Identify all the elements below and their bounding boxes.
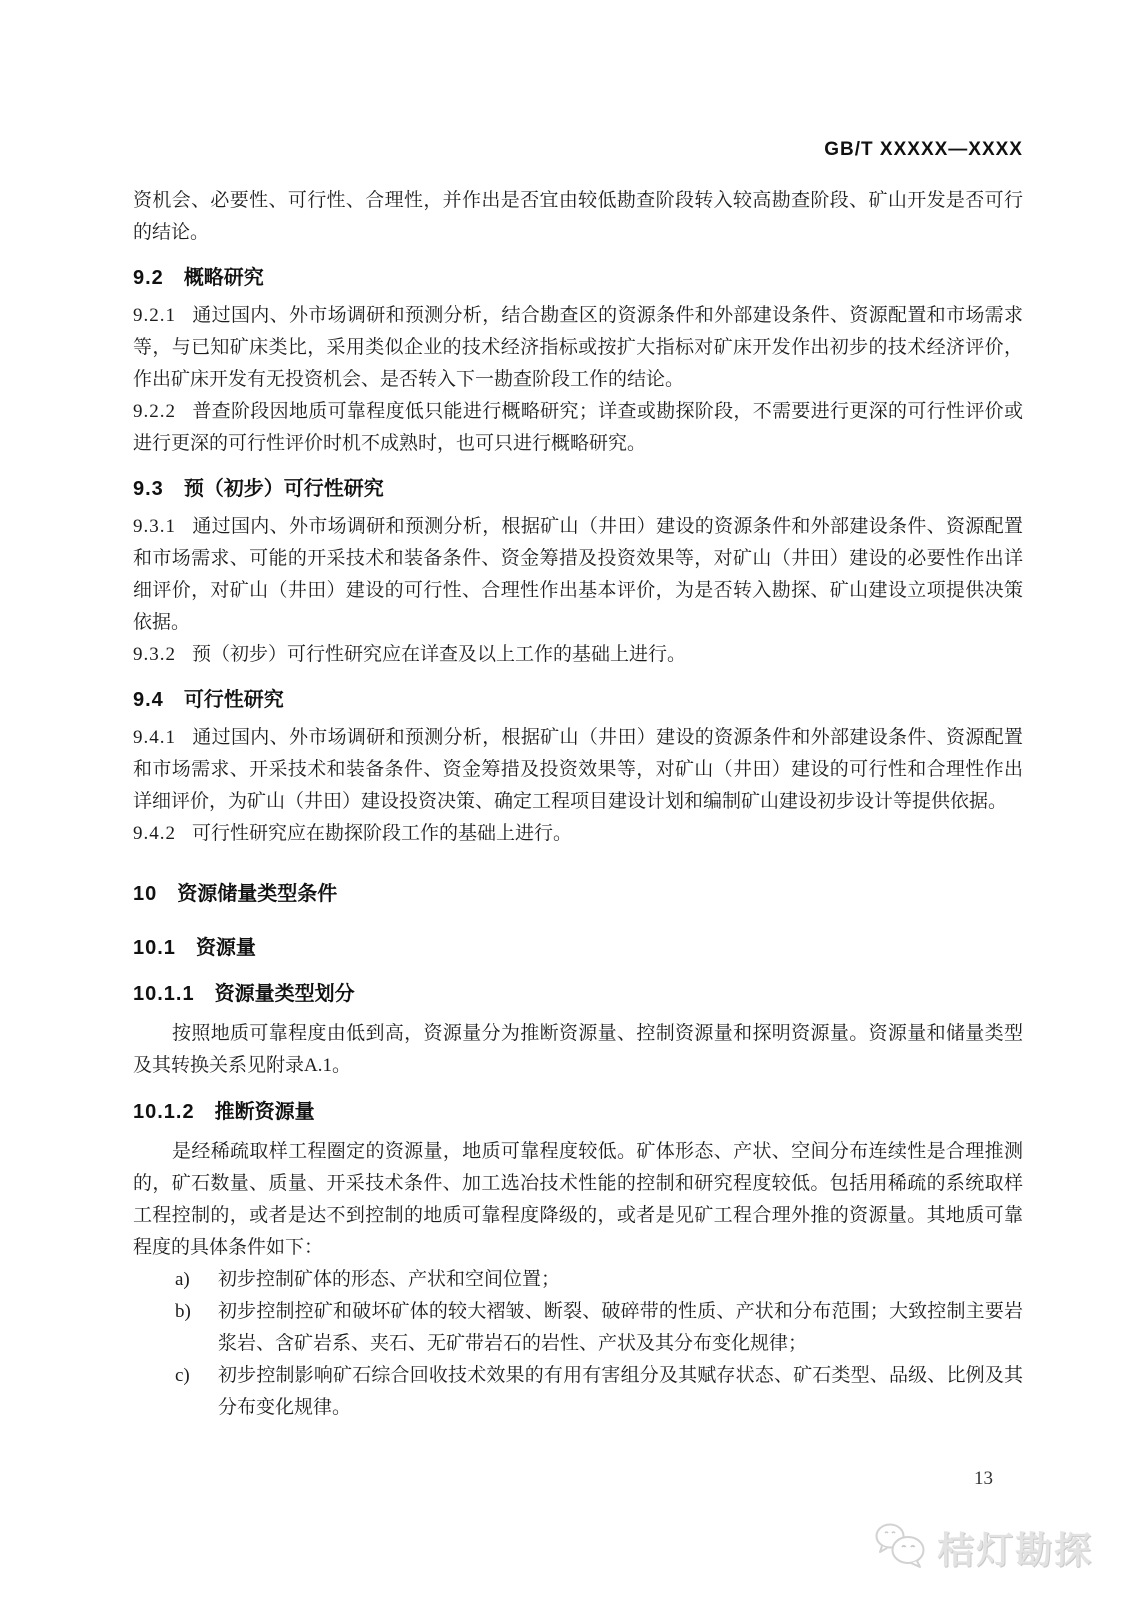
section-heading-10-1-1	[133, 978, 1023, 1010]
paragraph-number: 9.4.2	[133, 823, 176, 844]
section-title: 预（初步）可行性研究	[183, 478, 384, 500]
list-item-text: 初步控制矿体的形态、产状和空间位置；	[218, 1269, 561, 1290]
paragraph-9-3-2	[133, 639, 1023, 671]
paragraph-resource-types: 按照地质可靠程度由低到高，资源量分为推断资源量、控制资源量和探明资源量。资源量和储量类型及其转换关系见附录A.1。	[133, 1023, 1023, 1076]
section-title: 推断资源量	[214, 1101, 315, 1123]
section-heading-10-1	[133, 932, 1023, 964]
paragraph-number: 9.2.2	[133, 401, 176, 422]
paragraph-number: 9.4.1	[133, 727, 176, 748]
doc-header-code: GB/T XXXXX—XXXX	[824, 139, 1023, 160]
chapter-heading-10	[133, 878, 1023, 910]
paragraph-text: 通过国内、外市场调研和预测分析，根据矿山（井田）建设的资源条件和外部建设条件、资源配置和市场需求、开采技术和装备条件、资金筹措及投资效果等，对矿山（井田）建设的可行性和合理性作出详细评价，为矿山（井田）建设投资决策、确定工程项目建设计划和编制矿山建设初步设计等提供依据。	[133, 727, 1023, 812]
paragraph-number: 9.3.1	[133, 516, 176, 537]
paragraph-number: 9.2.1	[133, 305, 176, 326]
section-heading-10-1-2	[133, 1096, 1023, 1128]
wechat-icon	[873, 1521, 929, 1574]
list-item-text: 初步控制控矿和破坏矿体的较大褶皱、断裂、破碎带的性质、产状和分布范围；大致控制主要岩浆岩、含矿岩系、夹石、无矿带岩石的岩性、产状及其分布变化规律；	[218, 1301, 1023, 1354]
paragraph-9-2-1	[133, 300, 1023, 396]
section-heading-9-4	[133, 684, 1023, 716]
paragraph-9-4-1	[133, 722, 1023, 818]
section-number: 9.4	[133, 689, 164, 711]
list-marker: b)	[175, 1301, 191, 1322]
section-number: 9.2	[133, 267, 164, 289]
list-item-text: 初步控制影响矿石综合回收技术效果的有用有害组分及其赋存状态、矿石类型、品级、比例及其分布变化规律。	[218, 1365, 1023, 1418]
section-title: 资源量类型划分	[214, 983, 355, 1005]
paragraph-text: 普查阶段因地质可靠程度低只能进行概略研究；详查或勘探阶段，不需要进行更深的可行性评价或进行更深的可行性评价时机不成熟时，也可只进行概略研究。	[133, 401, 1023, 454]
paragraph-number: 9.3.2	[133, 644, 176, 665]
paragraph-9-2-2	[133, 396, 1023, 460]
section-number: 9.3	[133, 478, 164, 500]
watermark-label: 桔灯勘探	[937, 1530, 1093, 1571]
section-title: 资源量	[195, 937, 256, 959]
paragraph-text: 通过国内、外市场调研和预测分析，结合勘查区的资源条件和外部建设条件、资源配置和市场需求等，与已知矿床类比，采用类似企业的技术经济指标或按扩大指标对矿床开发作出初步的技术经济评价，作出矿床开发有无投资机会、是否转入下一勘查阶段工作的结论。	[133, 305, 1023, 390]
section-heading-9-2	[133, 262, 1023, 294]
continuation-paragraph: 资机会、必要性、可行性、合理性，并作出是否宜由较低勘查阶段转入较高勘查阶段、矿山开发是否可行的结论。	[133, 190, 1023, 243]
section-heading-9-3	[133, 473, 1023, 505]
watermark	[873, 1520, 1093, 1574]
chapter-number: 10	[133, 883, 158, 905]
list-item-c	[133, 1360, 1023, 1424]
paragraph-9-3-1	[133, 511, 1023, 639]
list-marker: c)	[175, 1365, 190, 1386]
list-item-a	[133, 1264, 1023, 1296]
section-number: 10.1.1	[133, 983, 195, 1005]
paragraph-text: 预（初步）可行性研究应在详查及以上工作的基础上进行。	[192, 644, 687, 665]
section-title: 概略研究	[183, 267, 264, 289]
page-number: 13	[974, 1468, 993, 1489]
paragraph-text: 通过国内、外市场调研和预测分析，根据矿山（井田）建设的资源条件和外部建设条件、资源配置和市场需求、可能的开采技术和装备条件、资金筹措及投资效果等，对矿山（井田）建设的必要性作出详细评价，对矿山（井田）建设的可行性、合理性作出基本评价，为是否转入勘探、矿山建设立项提供决策依据。	[133, 516, 1023, 633]
list-marker: a)	[175, 1269, 190, 1290]
section-title: 可行性研究	[183, 689, 284, 711]
section-number: 10.1	[133, 937, 176, 959]
chapter-title: 资源储量类型条件	[177, 883, 338, 905]
paragraph-text: 可行性研究应在勘探阶段工作的基础上进行。	[192, 823, 573, 844]
list-item-b	[133, 1296, 1023, 1360]
paragraph-9-4-2	[133, 818, 1023, 850]
paragraph-inferred-resource: 是经稀疏取样工程圈定的资源量，地质可靠程度较低。矿体形态、产状、空间分布连续性是合理推测的，矿石数量、质量、开采技术条件、加工选冶技术性能的控制和研究程度较低。包括用稀疏的系统取样工程控制的，或者是达不到控制的地质可靠程度降级的，或者是见矿工程合理外推的资源量。其地质可靠程度的具体条件如下：	[133, 1141, 1023, 1258]
section-number: 10.1.2	[133, 1101, 195, 1123]
